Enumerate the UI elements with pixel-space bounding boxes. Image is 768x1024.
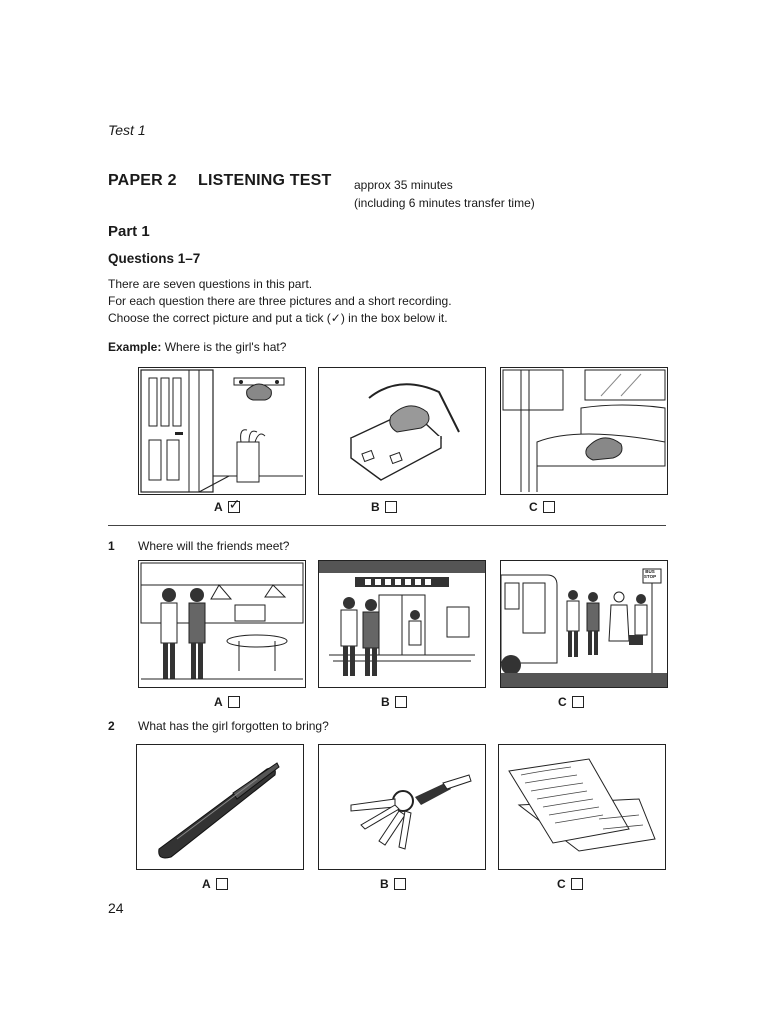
answer-checkbox[interactable] [228,696,240,708]
keys-icon [319,745,485,869]
answer-checkbox[interactable] [395,696,407,708]
bus-stop-sign-text: BUS STOP [643,569,657,579]
question-number: 1 [108,539,115,553]
pen-icon [137,745,303,869]
questions-range: Questions 1–7 [108,251,201,266]
q2-option-c[interactable] [557,877,583,891]
instruction-line: There are seven questions in this part. [108,277,313,291]
answer-checkbox[interactable] [394,878,406,890]
running-head: Test 1 [108,122,146,138]
example-option-b[interactable] [371,500,397,514]
option-letter: C [558,695,567,709]
instruction-line: For each question there are three pictures and a short recording. [108,294,452,308]
q1-picture-b-cinema [318,560,486,688]
example-question [108,340,286,354]
bus-stop-illustration [501,561,667,687]
option-letter: C [529,500,538,514]
option-letter: B [371,500,380,514]
option-letter: A [202,877,211,891]
q2-picture-b-keys [318,744,486,870]
hallway-illustration [139,368,305,494]
option-letter: A [214,695,223,709]
cafe-illustration [139,561,305,687]
bus-seat-illustration [501,368,667,494]
q1-option-b[interactable] [381,695,407,709]
example-picture-a-coat-hook [138,367,306,495]
answer-checkbox[interactable] [385,501,397,513]
cinema-entrance-illustration [319,561,485,687]
question-number: 2 [108,719,115,733]
test-name: LISTENING TEST [198,172,332,189]
q2-picture-a-pen [136,744,304,870]
paper-label: PAPER 2 [108,172,177,189]
duration-line-1: approx 35 minutes [354,178,453,192]
q1-picture-c-bus-stop [500,560,668,688]
q1-picture-a-cafe [138,560,306,688]
answer-checkbox[interactable] [216,878,228,890]
instructions [108,276,452,327]
answer-checkbox[interactable] [543,501,555,513]
option-letter: B [380,877,389,891]
example-option-a[interactable] [214,496,241,514]
option-letter: C [557,877,566,891]
question-text: What has the girl forgotten to bring? [138,719,329,733]
part-title: Part 1 [108,223,150,240]
example-picture-c-bus-seat [500,367,668,495]
option-letter: B [381,695,390,709]
papers-icon [499,745,665,869]
duration-line-2: (including 6 minutes transfer time) [354,196,535,210]
q2-picture-c-papers [498,744,666,870]
instruction-line: Choose the correct picture and put a tick (✓) in the box below it. [108,311,448,325]
example-option-c[interactable] [529,500,555,514]
example-label: Example: [108,340,162,354]
answer-checkbox[interactable] [572,696,584,708]
duration-note [354,176,535,212]
answer-checkbox[interactable] [228,496,241,513]
example-question-text: Where is the girl's hat? [164,340,287,354]
answer-checkbox[interactable] [571,878,583,890]
bag-with-hat-illustration [319,368,485,494]
tick-mark: ✓ [228,496,241,512]
option-letter: A [214,500,223,514]
q2-option-a[interactable] [202,877,228,891]
q1-option-c[interactable] [558,695,584,709]
question-text: Where will the friends meet? [138,539,290,553]
example-divider [108,525,666,526]
q2-option-b[interactable] [380,877,406,891]
example-picture-b-bag [318,367,486,495]
page-number: 24 [108,900,124,916]
q1-option-a[interactable] [214,695,240,709]
